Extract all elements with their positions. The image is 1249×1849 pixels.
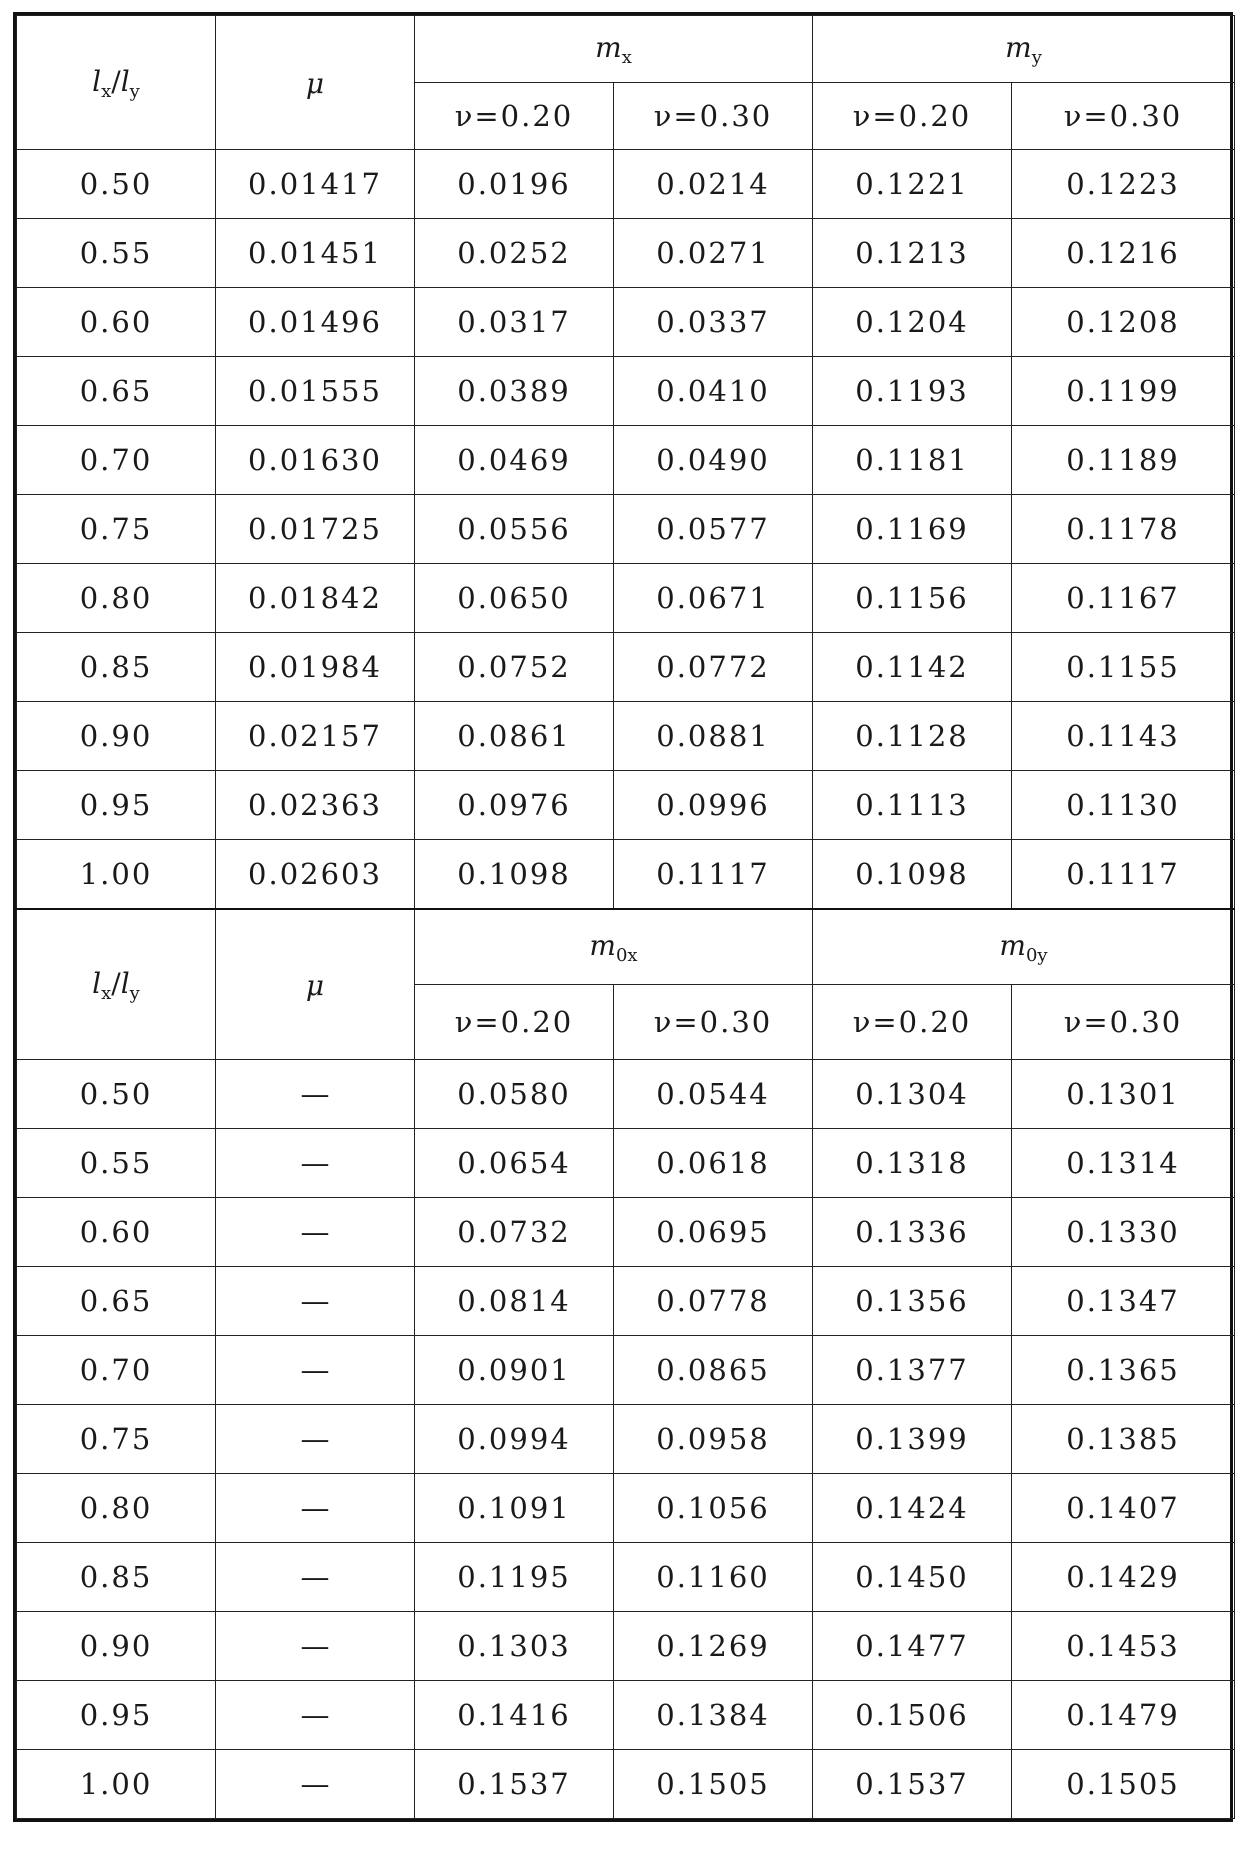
ratio-ly-symbol: l [120, 966, 130, 1000]
mx-group-header [415, 16, 813, 83]
table-cell: 0.1098 [415, 840, 614, 910]
table-cell: 0.0618 [614, 1129, 813, 1198]
my-group-header [813, 16, 1235, 83]
table-cell: 0.1130 [1012, 771, 1235, 840]
table-cell: 0.70 [17, 1336, 216, 1405]
table-cell: 0.1479 [1012, 1681, 1235, 1750]
table-cell: 0.0671 [614, 564, 813, 633]
table-cell: 0.65 [17, 1267, 216, 1336]
table-cell: 0.1330 [1012, 1198, 1235, 1267]
table-cell: 0.0958 [614, 1405, 813, 1474]
table-cell: 0.1301 [1012, 1060, 1235, 1129]
nu-label: ν=0.20 [852, 1005, 972, 1039]
table-cell: 0.1098 [813, 840, 1012, 910]
nu-subheader [614, 83, 813, 150]
table-cell: 0.50 [17, 1060, 216, 1129]
ratio-header [17, 909, 216, 1060]
table-cell: 0.1505 [1012, 1750, 1235, 1819]
table-cell: 0.1318 [813, 1129, 1012, 1198]
table-cell: 0.0317 [415, 288, 614, 357]
table-cell: — [216, 1681, 415, 1750]
ratio-lx-subscript: x [101, 982, 112, 1004]
table-cell: 0.0901 [415, 1336, 614, 1405]
table-cell: 0.1506 [813, 1681, 1012, 1750]
table-cell: 0.02603 [216, 840, 415, 910]
table-cell: 0.1056 [614, 1474, 813, 1543]
table-cell: 0.01496 [216, 288, 415, 357]
table-cell: — [216, 1612, 415, 1681]
table-cell: 0.1213 [813, 219, 1012, 288]
table-cell: 0.95 [17, 771, 216, 840]
table-row [17, 150, 1235, 219]
table-cell: 0.65 [17, 357, 216, 426]
table-cell: — [216, 1267, 415, 1336]
ratio-header [17, 16, 216, 150]
table-cell: 0.1204 [813, 288, 1012, 357]
table-cell: 0.0271 [614, 219, 813, 288]
table-cell: 0.50 [17, 150, 216, 219]
nu-label: ν=0.30 [1063, 99, 1183, 133]
table-cell: 0.1193 [813, 357, 1012, 426]
my-subscript: y [1031, 47, 1042, 68]
table-cell: 0.1429 [1012, 1543, 1235, 1612]
table-row [17, 288, 1235, 357]
table-cell: 0.0556 [415, 495, 614, 564]
table-cell: 0.0861 [415, 702, 614, 771]
table-cell: 0.01630 [216, 426, 415, 495]
table-cell: 0.0252 [415, 219, 614, 288]
m0x-group-header [415, 909, 813, 985]
table-cell: 0.0410 [614, 357, 813, 426]
nu-label: ν=0.20 [454, 1005, 574, 1039]
mu-symbol: μ [305, 66, 325, 100]
table-cell: 1.00 [17, 840, 216, 910]
table-row [17, 1681, 1235, 1750]
table-cell: 0.1336 [813, 1198, 1012, 1267]
nu-subheader [1012, 985, 1235, 1060]
table-cell: 0.1269 [614, 1612, 813, 1681]
table-cell: 0.1356 [813, 1267, 1012, 1336]
table-cell: 0.01984 [216, 633, 415, 702]
table-cell: 0.1399 [813, 1405, 1012, 1474]
ratio-ly-subscript: y [129, 80, 140, 102]
m0y-symbol: m [999, 929, 1026, 962]
table-cell: 0.1117 [1012, 840, 1235, 910]
table-cell: — [216, 1129, 415, 1198]
table-cell: 0.01725 [216, 495, 415, 564]
table-cell: 0.0732 [415, 1198, 614, 1267]
table-cell: 0.0654 [415, 1129, 614, 1198]
mu-symbol: μ [305, 968, 325, 1002]
mu-header [216, 909, 415, 1060]
table-cell: 0.0695 [614, 1198, 813, 1267]
table-row [17, 771, 1235, 840]
table-cell: — [216, 1543, 415, 1612]
table-row [17, 1750, 1235, 1819]
table-row [17, 840, 1235, 910]
table-cell: 0.0772 [614, 633, 813, 702]
table-cell: 0.1199 [1012, 357, 1235, 426]
table-cell: 0.1155 [1012, 633, 1235, 702]
nu-subheader [813, 83, 1012, 150]
table-row [17, 702, 1235, 771]
table-cell: 0.55 [17, 219, 216, 288]
table-cell: 0.0650 [415, 564, 614, 633]
table-row [17, 1267, 1235, 1336]
table-cell: 0.0814 [415, 1267, 614, 1336]
table-cell: 0.0544 [614, 1060, 813, 1129]
table-cell: 0.1314 [1012, 1129, 1235, 1198]
table-cell: 0.85 [17, 1543, 216, 1612]
table-cell: 0.1167 [1012, 564, 1235, 633]
table-cell: 0.1195 [415, 1543, 614, 1612]
ratio-ly-subscript: y [129, 982, 140, 1004]
coefficient-table [13, 12, 1233, 1822]
table-cell: 0.1160 [614, 1543, 813, 1612]
table-cell: 0.1223 [1012, 150, 1235, 219]
table-cell: 0.80 [17, 1474, 216, 1543]
table-cell: 0.1221 [813, 150, 1012, 219]
nu-label: ν=0.30 [653, 1005, 773, 1039]
table-cell: 0.0996 [614, 771, 813, 840]
table-cell: 0.01417 [216, 150, 415, 219]
table-cell: 0.60 [17, 288, 216, 357]
table-cell: 0.1181 [813, 426, 1012, 495]
table-row [17, 1060, 1235, 1129]
table-row [17, 1336, 1235, 1405]
table-cell: 0.0881 [614, 702, 813, 771]
table-cell: 0.01842 [216, 564, 415, 633]
table-cell: 0.1142 [813, 633, 1012, 702]
table-row [17, 1474, 1235, 1543]
table-cell: — [216, 1336, 415, 1405]
table-cell: 0.0389 [415, 357, 614, 426]
table-cell: 0.1169 [813, 495, 1012, 564]
my-symbol: m [1005, 31, 1032, 64]
section-b-header-row [17, 909, 1235, 985]
table-cell: — [216, 1405, 415, 1474]
table-cell: 0.1178 [1012, 495, 1235, 564]
table-cell: 0.0577 [614, 495, 813, 564]
table-cell: 0.1537 [813, 1750, 1012, 1819]
table-cell: 0.1128 [813, 702, 1012, 771]
table-cell: 0.0778 [614, 1267, 813, 1336]
table-cell: 0.1377 [813, 1336, 1012, 1405]
table-cell: 0.75 [17, 495, 216, 564]
table-cell: 0.85 [17, 633, 216, 702]
table-cell: 0.0580 [415, 1060, 614, 1129]
table-cell: 0.0196 [415, 150, 614, 219]
nu-label: ν=0.20 [852, 99, 972, 133]
table-cell: 0.70 [17, 426, 216, 495]
table-row [17, 633, 1235, 702]
table-row [17, 564, 1235, 633]
mx-subscript: x [621, 47, 632, 68]
ratio-separator: / [111, 966, 121, 1000]
m0x-symbol: m [589, 929, 616, 962]
table-cell: 0.95 [17, 1681, 216, 1750]
table-cell: 0.1347 [1012, 1267, 1235, 1336]
table-cell: 0.1477 [813, 1612, 1012, 1681]
mx-symbol: m [595, 31, 622, 64]
ratio-separator: / [111, 64, 121, 98]
table-cell: 0.1189 [1012, 426, 1235, 495]
table-row [17, 426, 1235, 495]
table-cell: 0.1537 [415, 1750, 614, 1819]
ratio-ly-symbol: l [120, 64, 130, 98]
nu-subheader [1012, 83, 1235, 150]
table-cell: 0.1208 [1012, 288, 1235, 357]
table-cell: 0.60 [17, 1198, 216, 1267]
table-cell: 0.90 [17, 1612, 216, 1681]
table-cell: 0.55 [17, 1129, 216, 1198]
table-cell: 0.1505 [614, 1750, 813, 1819]
table-cell: 0.75 [17, 1405, 216, 1474]
table-cell: 0.90 [17, 702, 216, 771]
table-cell: 0.02363 [216, 771, 415, 840]
nu-subheader [415, 985, 614, 1060]
table-cell: 0.1365 [1012, 1336, 1235, 1405]
nu-subheader [415, 83, 614, 150]
table-cell: 0.0994 [415, 1405, 614, 1474]
m0y-subscript: 0y [1025, 945, 1048, 966]
table-row [17, 1198, 1235, 1267]
table-row [17, 1612, 1235, 1681]
table-cell: 0.0337 [614, 288, 813, 357]
coefficient-grid [16, 15, 1235, 1819]
table-cell: 0.0490 [614, 426, 813, 495]
table-cell: 0.0976 [415, 771, 614, 840]
nu-label: ν=0.30 [1063, 1005, 1183, 1039]
table-row [17, 1543, 1235, 1612]
nu-subheader [813, 985, 1012, 1060]
mu-header [216, 16, 415, 150]
table-cell: 0.1450 [813, 1543, 1012, 1612]
table-cell: 0.1303 [415, 1612, 614, 1681]
nu-label: ν=0.30 [653, 99, 773, 133]
table-cell: — [216, 1060, 415, 1129]
table-cell: 0.1453 [1012, 1612, 1235, 1681]
table-cell: 0.1216 [1012, 219, 1235, 288]
table-cell: 0.02157 [216, 702, 415, 771]
nu-label: ν=0.20 [454, 99, 574, 133]
section-a-header-row [17, 16, 1235, 83]
m0x-subscript: 0x [615, 945, 638, 966]
table-cell: 0.01451 [216, 219, 415, 288]
table-cell: 0.0752 [415, 633, 614, 702]
ratio-lx-symbol: l [92, 64, 102, 98]
table-cell: — [216, 1198, 415, 1267]
table-cell: 0.1156 [813, 564, 1012, 633]
table-cell: — [216, 1750, 415, 1819]
table-cell: 0.1117 [614, 840, 813, 910]
table-cell: 0.0865 [614, 1336, 813, 1405]
table-cell: 1.00 [17, 1750, 216, 1819]
table-row [17, 357, 1235, 426]
table-row [17, 219, 1235, 288]
table-cell: 0.0214 [614, 150, 813, 219]
ratio-lx-symbol: l [92, 966, 102, 1000]
nu-subheader [614, 985, 813, 1060]
table-cell: 0.1091 [415, 1474, 614, 1543]
table-cell: 0.1304 [813, 1060, 1012, 1129]
table-cell: 0.1416 [415, 1681, 614, 1750]
table-cell: 0.1384 [614, 1681, 813, 1750]
table-cell: 0.80 [17, 564, 216, 633]
table-cell: 0.1385 [1012, 1405, 1235, 1474]
m0y-group-header [813, 909, 1235, 985]
table-row [17, 495, 1235, 564]
table-cell: 0.1407 [1012, 1474, 1235, 1543]
table-cell: 0.1113 [813, 771, 1012, 840]
table-cell: — [216, 1474, 415, 1543]
table-row [17, 1129, 1235, 1198]
table-row [17, 1405, 1235, 1474]
table-cell: 0.1143 [1012, 702, 1235, 771]
table-cell: 0.1424 [813, 1474, 1012, 1543]
table-cell: 0.0469 [415, 426, 614, 495]
table-cell: 0.01555 [216, 357, 415, 426]
ratio-lx-subscript: x [101, 80, 112, 102]
